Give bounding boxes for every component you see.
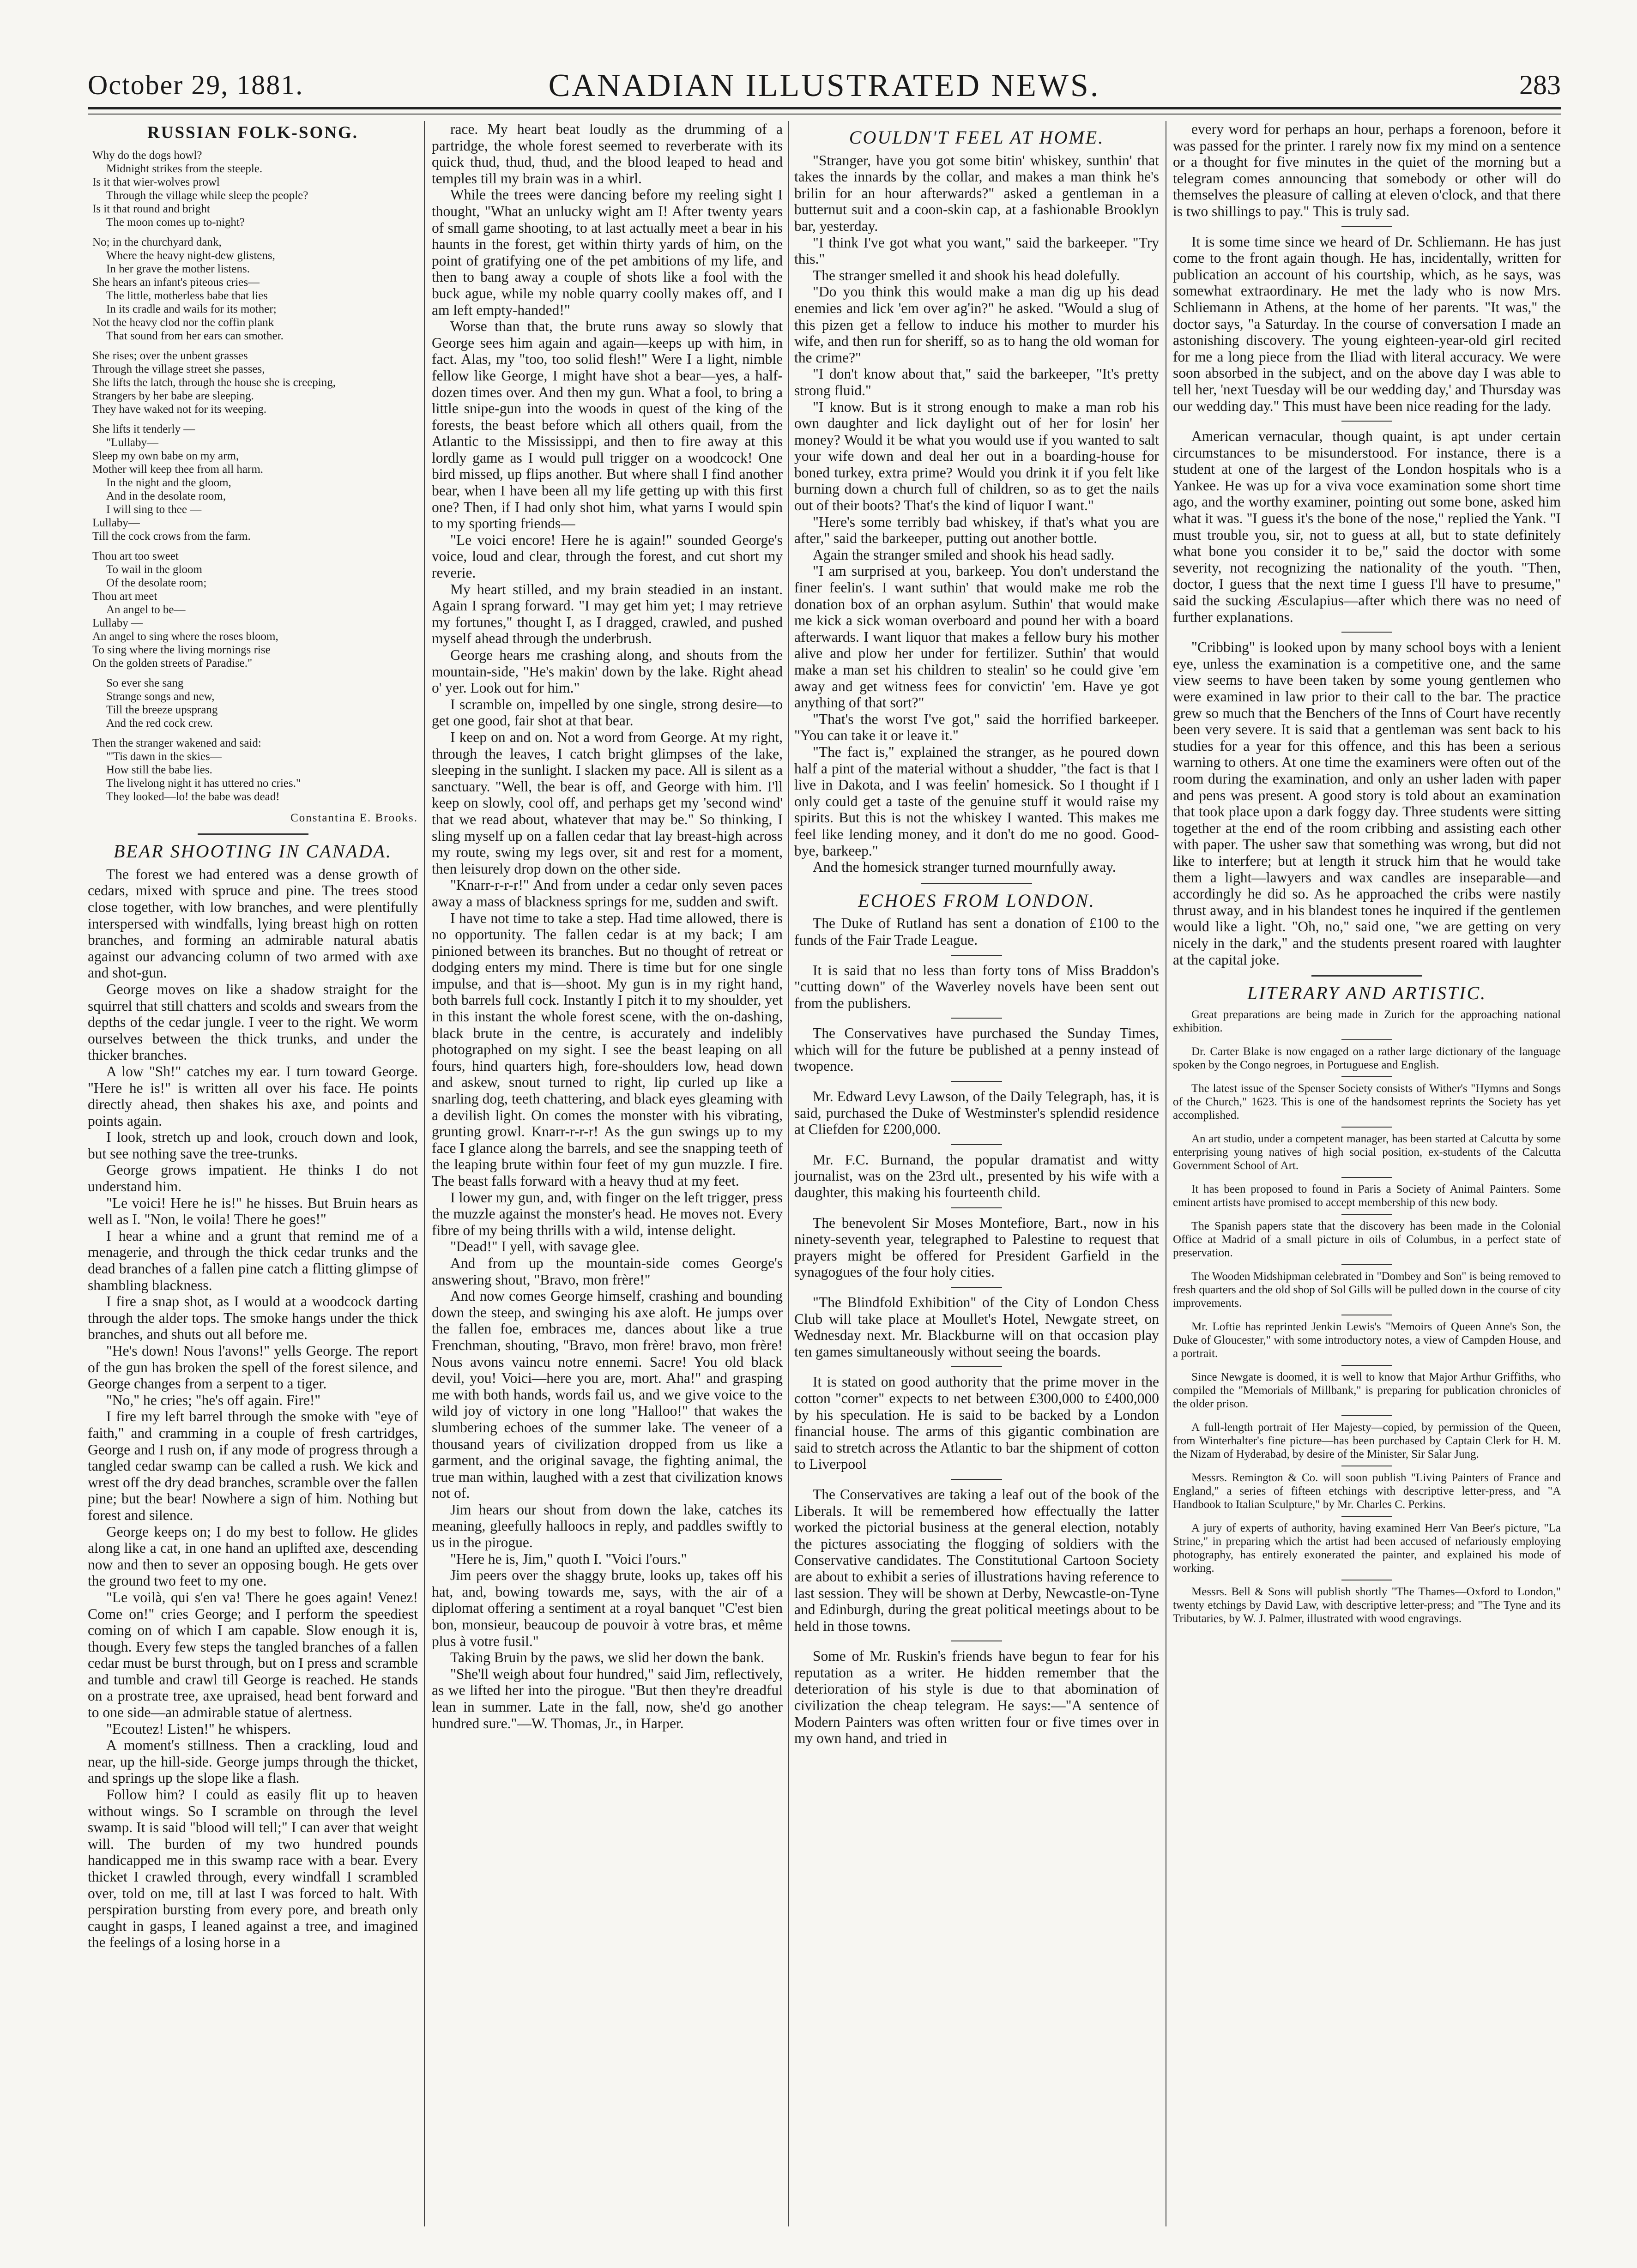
article-body-echoes-from-london — [794, 915, 1159, 1747]
poem-line: That sound from her ears can smother. — [106, 329, 284, 342]
poem-line: The little, motherless babe that lies — [106, 289, 268, 302]
paragraph: "Ecoutez! Listen!" he whispers. — [106, 1720, 291, 1737]
poem-line: I will sing to thee — — [106, 503, 202, 516]
paragraph: Worse than that, the brute runs away so slowly that George sees him again and again—keeps up with him, in fact. Alas, my "too, too solid flesh!" Were I a light, nimble fellow like George, I might have shot a bear—yes, a half-dozen times over. And then my gun. What a fool, to bring a little snipe-gun into the woods in quest of the king of the forests, the beast before which all others quail, from the Atlantic to the Mississippi, and then to fire away at this lordly game as I would pull trigger on a woodcock! One bird missed, up flips another. But where shall I find another bear, when I have been all my life getting up with this first one? Then, if I had only shot him, what yarns I would spin to my sporting friends— — [432, 318, 783, 532]
paragraph: "No," he cries; "he's off again. Fire!" — [106, 1392, 321, 1408]
item-divider — [1341, 1214, 1392, 1215]
paragraph: "Knarr-r-r-r!" And from under a cedar only seven paces away a mass of blackness springs for me, sudden and swift. — [432, 877, 783, 910]
poem-line: Midnight strikes from the steeple. — [106, 162, 263, 175]
paragraph: "I don't know about that," said the barkeeper, "It's pretty strong fluid." — [794, 366, 1159, 398]
paragraph: "That's the worst I've got," said the horrified barkeeper. "You can take it or leave it." — [794, 711, 1159, 744]
column-divider — [788, 121, 789, 2226]
poem-line: And in the desolate room, — [106, 489, 226, 502]
poem-line: Through the village while sleep the people? — [106, 189, 308, 202]
poem-line: She hears an infant's piteous cries— — [92, 276, 260, 289]
paragraph: Dr. Carter Blake is now engaged on a rather large dictionary of the language spoken by the Congo negroes, in Portuguese and English. — [1173, 1045, 1561, 1071]
paragraph: Again the stranger smiled and shook his head sadly. — [813, 546, 1115, 563]
paragraph: An art studio, under a competent manager, has been started at Calcutta by some enterprising young natives of high social position, ex-students of the Calcutta Government School of Art. — [1173, 1132, 1561, 1172]
paragraph: A moment's stillness. Then a crackling, loud and near, up the hill-side. George jumps through the thicket, and springs up the slope like a flash. — [88, 1737, 418, 1786]
paragraph: "Le voici encore! Here he is again!" sounded George's voice, loud and clear, through the forest, and cut short my reverie. — [432, 531, 783, 581]
item-divider — [1341, 632, 1392, 633]
paragraph: "He's down! Nous l'avons!" yells George. The report of the gun has broken the spell of the forest silence, and George changes from a serpent to a tiger. — [88, 1343, 418, 1392]
paragraph: While the trees were dancing before my reeling sight I thought, "What an unlucky wight am I! After twenty years of small game shooting, to at last actually meet a bear in his haunts in the forest, get within thirty yards of him, on the point of gratifying one of the pet ambitions of my life, and then to bang away a couple of shots like a fool with the buck ague, while my noble quarry coolly makes off, and I am left empty-handed!" — [432, 187, 783, 318]
paragraph: The benevolent Sir Moses Montefiore, Bart., now in his ninety-seventh year, telegraphed to Palestine to request that prayers might be offered for President Garfield in the synagogues of the four holy cities. — [794, 1214, 1159, 1280]
poem-line: An angel to sing where the roses bloom, — [92, 630, 278, 643]
paragraph: I fire my left barrel through the smoke with "eye of faith," and cramming in a couple of fresh cartridges, George and I rush on, if any mode of progress through a tangled cedar swamp can be called a rush. We kick and wrest off the dry dead branches, scramble over the fallen pine; but the bear! Nowhere a sign of him. Nothing but forest and silence. — [88, 1408, 418, 1523]
paragraph: A jury of experts of authority, having examined Herr Van Beer's picture, "La Strine," in preparing which the artist had been accused of nefariously employing photography, has entirely exonerated the painter, and explained his mode of working. — [1173, 1521, 1561, 1574]
item-divider — [1341, 1264, 1392, 1265]
poem-line: How still the babe lies. — [106, 763, 212, 776]
poem-line: Lullaby — — [92, 616, 143, 629]
paragraph: I have not time to take a step. Had time allowed, there is no opportunity. The fallen cedar is at my back; I am pinioned between its branches. But no thought of retreat or dodging enters my mind. There is time but for one single impulse, and that is—shoot. My gun is in my right hand, both barrels full cock. Instantly I pitch it to my shoulder, yet in this instant the whole forest scene, with the on-dashing, black brute in the centre, is accurately and indelibly photographed on my sight. I see the beast leaping on all fours, hind quarters high, fore-shoulders low, head down and askew, snout turned to right, lip curled up like a snarling dog, teeth chattering, and black eyes gleaming with a devilish light. On comes the monster with his vibrating, grunting growl. Knarr-r-r-r! As the gun swings up to my face I glance along the barrels, and see the snapping teeth of the leaping brute within four feet of my gun muzzle. I fire. The beast falls forward with a heavy thud at my feet. — [432, 910, 783, 1189]
poem-line: The livelong night it has uttered no cries." — [106, 777, 301, 790]
poem-line: Why do the dogs howl? — [92, 149, 202, 162]
poem-line: Thou art meet — [92, 590, 157, 603]
paragraph: The latest issue of the Spenser Society consists of Wither's "Hymns and Songs of the Church," 1623. This is one of the handsomest reprints the Society has yet accomplished. — [1173, 1082, 1561, 1122]
paragraph: George grows impatient. He thinks I do not understand him. — [88, 1162, 418, 1195]
poem-line: Then the stranger wakened and said: — [92, 736, 261, 749]
poem-line: Not the heavy clod nor the coffin plank — [92, 316, 274, 329]
item-divider — [951, 1144, 1002, 1145]
article-body-bear-shooting-continued — [432, 121, 783, 1731]
poem-line: Where the heavy night-dew glistens, — [106, 249, 275, 262]
paragraph: Messrs. Bell & Sons will publish shortly "The Thames—Oxford to London," twenty etchings by David Law, with descriptive letter-press; and "The Tyne and its Tributaries, by W. J. Palmer, illustrated with wood engravings. — [1173, 1585, 1561, 1625]
paragraph: And the homesick stranger turned mournfully away. — [813, 859, 1116, 875]
paragraph: It is stated on good authority that the prime mover in the cotton "corner" expects to net between £300,000 to £400,000 by his speculation. He is said to be backed by a London financial house. The arms of this gigantic combination are said to stretch across the Atlantic to bar the shipment of cotton to Liverpool — [794, 1374, 1159, 1472]
paragraph: Jim peers over the shaggy brute, looks up, takes off his hat, and, bowing towards me, says, with the air of a diplomat offering a sentiment at a royal banquet "C'est bien bon, monsieur, beaucoup de pouvoir à votre bras, et même plus à votre fusil." — [432, 1567, 783, 1649]
paragraph: The stranger smelled it and shook his head dolefully. — [813, 267, 1120, 284]
poem-line: Mother will keep thee from all harm. — [92, 463, 264, 476]
poem-line: Strange songs and new, — [106, 690, 215, 703]
poem-line: In its cradle and wails for its mother; — [106, 302, 277, 315]
item-divider — [951, 1479, 1002, 1480]
poem-stanza — [92, 149, 418, 229]
poem-stanza — [92, 349, 418, 416]
article-body-bear-shooting — [88, 866, 418, 1951]
article-title-echoes-from-london: ECHOES FROM LONDON. — [858, 890, 1095, 911]
paragraph: George moves on like a shadow straight for the squirrel that still chatters and scolds and swears from the depths of the cedar jungle. I veer to the right. We worm ourselves between the thick trunks, and under the thicker branches. — [88, 981, 418, 1063]
poem-line: Is it that wier-wolves prowl — [92, 175, 220, 188]
literary-items — [1173, 1008, 1561, 1625]
item-divider — [1341, 1127, 1392, 1128]
article-title-couldnt-feel-at-home: COULDN'T FEEL AT HOME. — [849, 127, 1105, 148]
item-divider — [1341, 1516, 1392, 1517]
paragraph: The Spanish papers state that the discovery has been made in the Colonial Office at Madrid of a small picture in oils of Columbus, in a perfect state of preservation. — [1173, 1219, 1561, 1259]
item-divider — [951, 1287, 1002, 1288]
paragraph: And from up the mountain-side comes George's answering shout, "Bravo, mon frère!" — [432, 1255, 783, 1288]
poem-line: She lifts it tenderly — — [92, 422, 195, 435]
item-divider — [951, 1018, 1002, 1019]
paragraph: Messrs. Remington & Co. will soon publish "Living Painters of France and England," a series of fifteen etchings with descriptive letter-press, and "A Handbook to Italian Sculpture," by Mr. Charles C. Perkins. — [1173, 1471, 1561, 1511]
poem-line: Till the breeze upsprang — [106, 703, 218, 716]
paragraph: The forest we had entered was a dense growth of cedars, mixed with spruce and pine. The trees stood close together, with low branches, and were plentifully interspersed with windfalls, lying breast high on rotten branches, and forming an admirable natural abatis against our advancing column of two armed with axe and shot-gun. — [88, 866, 418, 981]
poem-line: They have waked not for its weeping. — [92, 403, 266, 416]
poem-stanza — [92, 736, 418, 803]
poem-line: Of the desolate room; — [106, 576, 207, 589]
paragraph: It has been proposed to found in Paris a Society of Animal Painters. Some eminent artists have promised to accept membership of this new body. — [1173, 1182, 1561, 1209]
masthead-rule-thin — [88, 114, 1561, 115]
poem-stanza — [92, 549, 418, 670]
poem-line: To wail in the gloom — [106, 563, 202, 576]
masthead-rule — [88, 107, 1561, 109]
column-3 — [794, 121, 1159, 2226]
poem-line: Through the village street she passes, — [92, 362, 265, 375]
paragraph: "I know. But is it strong enough to make a man rob his own daughter and lick daylight out of her for losin' her money? Would it be what you would use if you wanted to salt your wife down and deal her out in a boarding-house for boned turkey, extra prime? Would you drink it if you felt like burning down a church full of children, so as to get the nails out of their boots? That's the kind of liquor I want." — [794, 398, 1159, 514]
paragraph: "The Blindfold Exhibition" of the City of London Chess Club will take place at Moullet's Hotel, Newgate street, on Wednesday next. Mr. Blackburne will on that occasion play ten games simultaneously without seeing the boards. — [794, 1294, 1159, 1360]
poem-stanza — [92, 422, 418, 543]
paragraph: Mr. F.C. Burnand, the popular dramatist and witty journalist, was on the 23rd ult., presented by his wife with a daughter, this making his fourteenth child. — [794, 1151, 1159, 1201]
item-divider — [1341, 226, 1392, 227]
paragraph: race. My heart beat loudly as the drumming of a partridge, the whole forest seemed to reverberate with its quick thud, thud, thud, and the blood leaped to head and temples till my brain was in a whirl. — [432, 121, 783, 187]
paragraph: My heart stilled, and my brain steadied in an instant. Again I sprang forward. "I may get him yet; I may retrieve my fortunes," thought I, as I dragged, crawled, and pushed myself ahead through the underbrush. — [432, 581, 783, 647]
paragraph: American vernacular, though quaint, is apt under certain circumstances to be misunderstood. For instance, there is a student at one of the largest of the London hospitals who is a Yankee. He was up for a viva voce examination some short time ago, and the worthy examiner, pointing out some bone, asked him what it was. "I guess it's the bone of the nose," replied the Yank. "I must trouble you, sir, not to guess at all, but to state definitely what bone you consider it to be," said the doctor with some severity, not recognizing the nationality of the youth. "Then, doctor, I guess that the next time I guess I'll have to presume," said the sucking Æsculapius—after which there was no need of further explanations. — [1173, 428, 1561, 625]
poem-line: And the red cock crew. — [106, 717, 213, 730]
poem-line: In her grave the mother listens. — [106, 262, 250, 275]
paragraph: "Le voilà, qui s'en va! There he goes again! Venez! Come on!" cries George; and I perform the speediest coming on of which I am capable. Slow enough it is, though. Every few steps the tangled branches of a fallen cedar must be burst through, but on I press and scramble and tumble and crawl till George is reached. He stands on a prostrate tree, axe upraised, head bent forward and to one side—an admirable statue of alertness. — [88, 1589, 418, 1721]
poem-line: No; in the churchyard dank, — [92, 235, 222, 248]
paragraph: "Dead!" I yell, with savage glee. — [450, 1238, 640, 1255]
poem-line: She lifts the latch, through the house she is creeping, — [92, 376, 336, 389]
poem-line: Is it that round and bright — [92, 202, 210, 215]
paragraph: "Here's some terribly bad whiskey, if that's what you are after," said the barkeeper, putting out another bottle. — [794, 513, 1159, 547]
poem-line: To sing where the living mornings rise — [92, 643, 271, 656]
paragraph: "I am surprised at you, barkeep. You don't understand the finer feelin's. I want suthin' that would make me rob the donation box of an orphan asylum. Suthin' that would make me kick a sick woman overboard and pound her with a board afterwards. I want liquor that makes a fellow bury his mother alive and plow her under for fertilizer. Suthin' that would make a man set his children to stealin' so he could give 'em away and get witness fees for convictin' 'em. Have ye got anything of that sort?" — [794, 563, 1159, 711]
poem-line: So ever she sang — [106, 676, 184, 689]
poem-title: RUSSIAN FOLK-SONG. — [147, 123, 358, 142]
page-number: 283 — [1519, 70, 1561, 100]
paragraph: The Conservatives have purchased the Sunday Times, which will for the future be published at a penny instead of twopence. — [794, 1025, 1159, 1074]
column-4 — [1173, 121, 1561, 2226]
column-2 — [432, 121, 783, 2226]
paragraph: Some of Mr. Ruskin's friends have begun to fear for his reputation as a writer. He hidden remember that the deterioration of his style is due to that abomination of civilization the cheap telegram. He says:—"A sentence of Modern Painters was often written four or five times over in my own hand, and tried in — [794, 1648, 1159, 1747]
paragraph: I fire a snap shot, as I would at a woodcock darting through the alder tops. The smoke hangs under the thick branches, and shuts out all before me. — [88, 1293, 418, 1343]
paragraph: Follow him? I could as easily flit up to heaven without wings. So I scramble on through the level swamp. It is said "blood will tell;" I can aver that weight will. The burden of my two hundred pounds handicapped me in this swamp race with a bear. Every thicket I crawled through, every windfall I scrambled over, told on me, till at last I was forced to halt. With perspiration bursting from every pore, and breath only caught in gasps, I leaned against a tree, and imagined the feelings of a losing horse in a — [88, 1786, 418, 1951]
newspaper-title: CANADIAN ILLUSTRATED NEWS. — [548, 68, 1100, 103]
paragraph: The Wooden Midshipman celebrated in "Dombey and Son" is being removed to fresh quarters and the old shop of Sol Gills will be pulled down in the course of city improvements. — [1173, 1270, 1561, 1309]
paragraph: "Here he is, Jim," quoth I. "Voici l'ours." — [450, 1550, 687, 1567]
item-divider — [951, 1081, 1002, 1082]
item-divider — [1341, 1076, 1392, 1077]
echoes-continued — [1173, 121, 1561, 220]
poem-stanza — [92, 235, 418, 343]
poem-line: She rises; over the unbent grasses — [92, 349, 248, 362]
poem-line: "'Tis dawn in the skies— — [106, 750, 222, 763]
section-divider — [198, 833, 308, 835]
paragraph: Mr. Edward Levy Lawson, of the Daily Telegraph, has, it is said, purchased the Duke of Westminster's splendid residence at Cliefden for £200,000. — [794, 1088, 1159, 1138]
item-divider — [1341, 1415, 1392, 1416]
section-divider — [921, 883, 1032, 884]
paragraph: Taking Bruin by the paws, we slid her down the bank. — [450, 1649, 765, 1666]
poem-line: On the golden streets of Paradise." — [92, 657, 253, 670]
poem-line: Thou art too sweet — [92, 549, 179, 562]
article-body-couldnt-feel-at-home — [794, 152, 1159, 875]
paragraph: "Stranger, have you got some bitin' whiskey, sunthin' that takes the innards by the collar, and makes a man think he's brilin for an hour afterwards?" asked a gentleman in a butternut suit and a coon-skin cap, at a fashionable Brooklyn bar, yesterday. — [794, 152, 1159, 234]
poem-line: An angel to be— — [106, 603, 186, 616]
item-divider — [951, 1366, 1002, 1367]
paragraph: "The fact is," explained the stranger, as he poured down half a pint of the material without a shudder, "the fact is that I live in Dakota, and I was feelin' homesick. So I thought if I only could get a taste of the genuine stuff it would raise my spirits. But this is not the whiskey I wanted. This makes me feel like lending money, and it don't do me no good. Good-bye, barkeep." — [794, 743, 1159, 859]
item-divider — [1341, 1177, 1392, 1178]
paragraph: "Le voici! Here he is!" he hisses. But Bruin hears as well as I. "Non, le voila! There he goes!" — [88, 1194, 418, 1228]
column-1 — [88, 121, 418, 2226]
paragraph: "Cribbing" is looked upon by many school boys with a lenient eye, unless the examination is a competitive one, and the same view seems to have been taken by some young gentlemen who were examined in law prior to their call to the bar. The practice grew so much that the Benchers of the Inns of Court have recently been very severe. It is said that a gentleman was sent back to his studies for a year for this offence, and this has been a serious warning to others. At one time the examiners were often out of the room during the examination, and only an usher laden with paper and pens was present. A good story is told about an examination that took place upon a dark foggy day. Three students were sitting together at the end of the room cribbing and assisting each other with paper. The usher saw that something was wrong, but did not like to interfere; but at length it struck him that he would take them a light—lawyers and wax candles are inseparable—and accordingly he did so. As he approached the cribs were nastily thrust away, and in his blandest tones he inquired if the gentlemen would like a light. "Oh, no," said one, "we are getting on very nicely in the dark," and the students present roared with laughter at the capital joke. — [1173, 639, 1561, 968]
poem-line: They looked—lo! the babe was dead! — [106, 790, 280, 803]
paragraph: Great preparations are being made in Zurich for the approaching national exhibition. — [1173, 1008, 1561, 1034]
item-divider — [951, 955, 1002, 956]
poem-line: Lullaby— — [92, 516, 140, 529]
item-divider — [1341, 421, 1392, 422]
paragraph: I lower my gun, and, with finger on the left trigger, press the muzzle against the monster's head. He moves not. Every fibre of my being thrills with a wild, intense delight. — [432, 1189, 783, 1238]
article-title-literary-and-artistic: LITERARY AND ARTISTIC. — [1247, 983, 1487, 1004]
item-divider — [951, 1207, 1002, 1208]
item-divider — [1341, 1365, 1392, 1366]
echoes-items — [1173, 234, 1561, 968]
paragraph: I scramble on, impelled by one single, strong desire—to get one good, fair shot at that bear. — [432, 696, 783, 729]
poem-line: Till the cock crows from the farm. — [92, 530, 251, 543]
paragraph: A full-length portrait of Her Majesty—copied, by permission of the Queen, from Winterhalter's fine picture—has been purchased by Captain Clerk for H. M. the Nizam of Hyderabad, by desire of the Minister, Sir Salar Jung. — [1173, 1421, 1561, 1460]
paragraph: Since Newgate is doomed, it is well to know that Major Arthur Griffiths, who compiled the "Memorials of Millbank," is preparing for publication chronicles of the older prison. — [1173, 1370, 1561, 1410]
paragraph: George hears me crashing along, and shouts from the mountain-side, "He's makin' down by the lake. Right ahead o' yer. Look out for him." — [432, 647, 783, 696]
paragraph: And now comes George himself, crashing and bounding down the steep, and swinging his axe aloft. He jumps over the fallen foe, embraces me, dances about like a true Frenchman, shouting, "Bravo, mon frère! bravo, mon frère! Nous avons vaincu notre ennemi. Sacre! You old black devil, you! Voici—here you are, mort. Aha!" and grasping me with both hands, words fail us, and we give voice to the wild joy of victory in one long "Halloo!" that wakes the slumbering echoes of the summer lake. The veneer of a thousand years of civilization dropped from us like a garment, and the original savage, the fighting animal, the true man within, laughed with a zest that civilization knows not of. — [432, 1288, 783, 1502]
paragraph: The Conservatives are taking a leaf out of the book of the Liberals. It will be remembered how effectually the latter worked the pictorial business at the general election, notably the pictures associating the flogging of soldiers with the Conservative candidates. The Constitutional Cartoon Society are about to exhibit a series of illustrations having reference to last session. They will be shown at Derby, Newcastle-on-Tyne and Edinburgh, during the great political meetings about to be held in those towns. — [794, 1486, 1159, 1634]
poem-line: Sleep my own babe on my arm, — [92, 449, 239, 462]
poem-line: "Lullaby— — [106, 436, 158, 449]
column-divider — [424, 121, 425, 2226]
paragraph: "She'll weigh about four hundred," said Jim, reflectively, as we lifted her into the pirogue. "But then they're dreadful lean in summer. Late in the fall, now, she'd go another hundred sure."—W. Thomas, Jr., in Harper. — [432, 1665, 783, 1731]
poem-signature: Constantina E. Brooks. — [290, 811, 418, 824]
paragraph: I keep on and on. Not a word from George. At my right, through the leaves, I catch bright glimpses of the lake, sleeping in the sunlight. I slacken my pace. All is silent as a sanctuary. "Well, the bear is off, and George with him. I'll keep on slowly, cool off, and perhaps get my 'second wind' that we read about, whatever that may be." So thinking, I sling myself up on a fallen cedar that lay breast-high across my route, swing my legs over, sit and rest for a moment, then leisurely drop down on the other side. — [432, 729, 783, 877]
poem — [88, 149, 418, 803]
paragraph: A low "Sh!" catches my ear. I turn toward George. "Here he is!" is written all over his face. He points directly ahead, then shakes his axe, and points and points again. — [88, 1063, 418, 1129]
paragraph: I hear a whine and a grunt that remind me of a menagerie, and through the thick cedar trunks and the dead branches of a fallen pine catch a flitting glimpse of shambling blackness. — [88, 1227, 418, 1293]
paragraph: George keeps on; I do my best to follow. He glides along like a cat, in one hand an uplifted axe, descending now and then to sever an opposing bough. He gets over the ground two feet to my one. — [88, 1523, 418, 1589]
paragraph: The Duke of Rutland has sent a donation of £100 to the funds of the Fair Trade League. — [794, 915, 1159, 948]
paragraph: every word for perhaps an hour, perhaps a forenoon, before it was passed for the printer. I rarely now fix my mind on a sentence or a thought for five minutes in the quiet of the morning but a telegram comes announcing that somebody or other will do themselves the pleasure of calling at eleven o'clock, and that there is two shillings to pay." This is truly sad. — [1173, 121, 1561, 219]
paragraph: "I think I've got what you want," said the barkeeper. "Try this." — [794, 234, 1159, 267]
paragraph: It is some time since we heard of Dr. Schliemann. He has just come to the front again though. He has, incidentally, written for publication an account of his courtship, which, as he says, was somewhat extraordinary. He met the lady who is now Mrs. Schliemann in Athens, at the home of her parents. "It was," the doctor says, "a Saturday. In the course of conversation I made an astonishing discovery. The young eighteen-year-old girl recited for me a long piece from the Iliad with literal accuracy. We were soon absorbed in the subject, and on the above day I was able to tell her, 'next Tuesday will be our wedding day,' and Thursday was our wedding day." This must have been nice reading for the lady. — [1173, 233, 1561, 414]
paragraph: I look, stretch up and look, crouch down and look, but see nothing save the tree-trunks. — [88, 1129, 418, 1162]
paragraph: It is said that no less than forty tons of Miss Braddon's "cutting down" of the Waverley novels have been sent out from the publishers. — [794, 962, 1159, 1011]
section-divider — [1311, 975, 1422, 977]
issue-date: October 29, 1881. — [88, 70, 304, 100]
paragraph: Mr. Loftie has reprinted Jenkin Lewis's "Memoirs of Queen Anne's Son, the Duke of Gloucester," with some introductory notes, a view of Campden House, and a portrait. — [1173, 1320, 1561, 1360]
poem-line: In the night and the gloom, — [106, 476, 231, 489]
article-title-bear-shooting: BEAR SHOOTING IN CANADA. — [113, 841, 393, 862]
item-divider — [1341, 1039, 1392, 1040]
poem-line: The moon comes up to-night? — [106, 216, 245, 229]
poem-stanza — [92, 676, 418, 730]
paragraph: Jim hears our shout from down the lake, catches its meaning, gleefully halloocs in reply, and paddles swiftly to us in the pirogue. — [432, 1501, 783, 1551]
masthead — [88, 69, 1561, 106]
paragraph: "Do you think this would make a man dig up his dead enemies and lick 'em over ag'in?" he asked. "Would a slug of this pizen get a fellow to induce his mother to murder his wife, and then run for sheriff, so as to hang the old woman for the crime?" — [794, 284, 1159, 366]
poem-line: Strangers by her babe are sleeping. — [92, 389, 254, 402]
